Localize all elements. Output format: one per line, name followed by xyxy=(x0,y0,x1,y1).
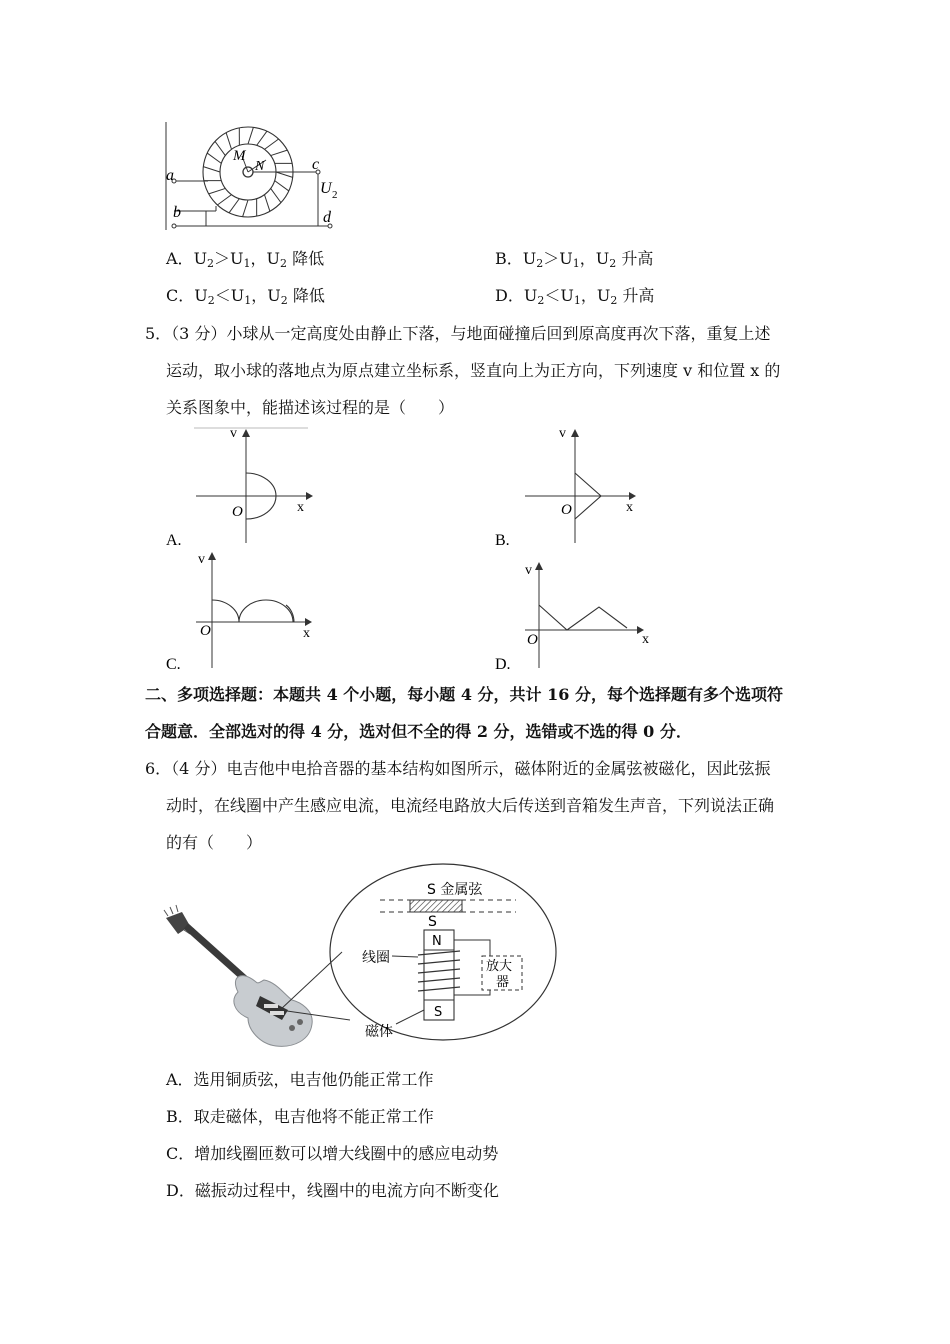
option-text: 降低 xyxy=(287,286,325,305)
x-axis-label: x xyxy=(297,500,304,515)
option-text: 降低 xyxy=(287,249,325,268)
point-n-label: N xyxy=(255,159,265,174)
subscript: 2 xyxy=(610,294,618,307)
option-text: ＜U xyxy=(544,286,574,305)
q6-stem-line-2: 动时，在线圈中产生感应电流，电流经电路放大后传送到音箱发生声音，下列说法正确 xyxy=(166,796,775,815)
q5-graph-c[interactable] xyxy=(160,548,330,673)
toroid-winding xyxy=(275,181,289,191)
option-text: ＞U xyxy=(214,249,244,268)
toroid-winding xyxy=(209,188,226,193)
v-axis-label: v xyxy=(559,426,566,441)
subscript: 2 xyxy=(207,257,215,270)
subscript: 2 xyxy=(280,257,288,270)
toroid-winding xyxy=(229,199,239,213)
toroid-winding xyxy=(276,172,293,177)
option-text: ＜U xyxy=(214,286,245,305)
toroid-winding xyxy=(215,141,225,155)
magnet-n-pole-label: N xyxy=(432,934,442,949)
toroid-winding xyxy=(226,133,231,150)
q6-option-a[interactable]: A．选用铜质弦，电吉他仍能正常工作 xyxy=(166,1070,434,1089)
toroid-winding xyxy=(257,131,267,145)
option-letter: C. xyxy=(166,656,181,673)
toroid-winding xyxy=(264,139,278,149)
option-text: 升高 xyxy=(616,249,654,268)
terminal-a-label: a xyxy=(166,167,174,184)
subscript: 1 xyxy=(243,257,251,270)
toroid-winding xyxy=(243,200,248,217)
coil-label: 线圈 xyxy=(362,950,390,966)
voltage-u2-label: U xyxy=(320,180,332,197)
q5-graph-a[interactable] xyxy=(160,425,320,550)
option-letter: C． xyxy=(166,286,195,305)
q5-stem-line-1: 5．（3 分）小球从一定高度处由静止下落，与地面碰撞后回到原高度再次下落，重复上述 xyxy=(145,324,771,343)
q6-stem-line-3: 的有（ ） xyxy=(166,833,263,852)
option-text: ，U xyxy=(250,249,281,268)
q5-stem-line-3: 关系图象中，能描述该过程的是（ ） xyxy=(166,398,455,417)
q4-option-c[interactable] xyxy=(166,286,325,311)
electric-guitar-icon xyxy=(164,905,312,1046)
q6-option-c[interactable]: C．增加线圈匝数可以增大线圈中的感应电动势 xyxy=(166,1144,499,1163)
option-text: 升高 xyxy=(617,286,655,305)
terminal-b-label: b xyxy=(173,204,181,221)
option-text: U xyxy=(194,286,208,305)
option-letter: B． xyxy=(495,249,523,268)
q6-stem-line-1: 6．（4 分）电吉他中电拾音器的基本结构如图所示，磁体附近的金属弦被磁化，因此弦振 xyxy=(145,759,771,778)
section-2-heading-line-1: 二、多项选择题：本题共 4 个小题，每小题 4 分，共计 16 分，每个选择题有多个选项符 xyxy=(145,685,783,704)
q4-option-d[interactable] xyxy=(495,286,654,311)
toroid-winding xyxy=(271,150,288,155)
amplifier-label-line-2: 器 xyxy=(496,975,510,990)
subscript: 1 xyxy=(572,257,580,270)
option-text: ，U xyxy=(251,286,281,305)
subscript: 1 xyxy=(244,294,252,307)
subscript: 2 xyxy=(609,257,617,270)
terminal-d-label: d xyxy=(323,209,331,226)
origin-label: O xyxy=(561,502,572,518)
option-letter: D. xyxy=(495,656,511,673)
toroid-winding xyxy=(203,167,220,172)
toroid-transformer-figure xyxy=(160,118,360,236)
option-letter: A. xyxy=(166,532,182,549)
option-letter: B. xyxy=(495,532,510,549)
option-text: U xyxy=(193,249,208,268)
x-axis-label: x xyxy=(642,632,649,647)
guitar-pickup-figure xyxy=(160,860,560,1065)
terminal-c-label: c xyxy=(312,156,320,173)
q5-stem-line-2: 运动，取小球的落地点为原点建立坐标系，竖直向上为正方向，下列速度 v 和位置 x 的 xyxy=(166,361,781,380)
q5-graph-d[interactable] xyxy=(489,560,659,675)
toroid-winding xyxy=(271,188,281,202)
subscript: 2 xyxy=(280,294,288,307)
metal-string-label: S 金属弦 xyxy=(427,882,483,898)
option-text: U xyxy=(523,286,538,305)
q4-option-a[interactable] xyxy=(166,249,324,274)
subscript: 2 xyxy=(207,294,215,307)
toroid-winding xyxy=(248,127,253,144)
toroid-winding xyxy=(207,153,221,163)
v-axis-label: v xyxy=(525,563,532,578)
subscript: 2 xyxy=(537,294,545,307)
q6-option-d[interactable]: D．磁振动过程中，线圈中的电流方向不断变化 xyxy=(166,1181,499,1200)
origin-label: O xyxy=(232,504,243,520)
magnet-s-pole-label: S xyxy=(434,1005,443,1020)
x-axis-label: x xyxy=(303,626,310,641)
x-axis-label: x xyxy=(626,500,633,515)
option-text: ＞U xyxy=(543,249,573,268)
v-axis-label: v xyxy=(198,552,205,567)
subscript: 2 xyxy=(536,257,544,270)
amplifier-label-line-1: 放大 xyxy=(486,959,513,974)
toroid-winding xyxy=(264,195,269,212)
voltage-u2-subscript: 2 xyxy=(332,189,338,201)
string-pole-s-label: S xyxy=(428,914,437,930)
q4-option-b[interactable] xyxy=(495,249,653,274)
origin-label: O xyxy=(527,632,538,648)
section-2-heading-line-2: 合题意．全部选对的得 4 分，选对但不全的得 2 分，选错或不选的得 0 分． xyxy=(145,722,692,741)
point-m-label: M xyxy=(233,148,246,164)
origin-label: O xyxy=(200,623,211,639)
magnet-label: 磁体 xyxy=(365,1024,393,1040)
option-text: ，U xyxy=(579,249,610,268)
q5-graph-b[interactable] xyxy=(489,425,649,550)
q6-option-b[interactable]: B．取走磁体，电吉他将不能正常工作 xyxy=(166,1107,434,1126)
option-letter: A． xyxy=(166,249,194,268)
option-letter: D． xyxy=(495,286,524,305)
v-axis-label: v xyxy=(230,426,237,441)
toroid-winding xyxy=(217,195,231,205)
subscript: 1 xyxy=(573,294,581,307)
option-text: U xyxy=(522,249,537,268)
option-text: ，U xyxy=(580,286,611,305)
